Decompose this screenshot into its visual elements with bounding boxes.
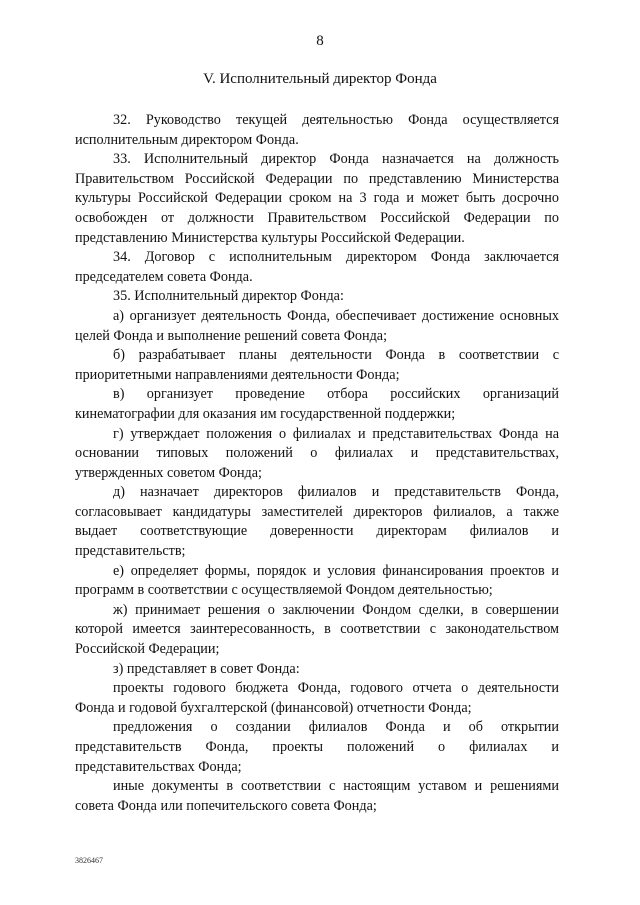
list-item-b: б) разрабатывает планы деятельности Фонда в соответствии с приоритетными направлениями деятельности Фонда; bbox=[75, 347, 559, 383]
list-item-zh: ж) принимает решения о заключении Фондом сделки, в совершении которой имеется заинтересованность, в соответствии с законодательством Российской Федерации; bbox=[75, 601, 559, 658]
paragraph-33: 33. Исполнительный директор Фонда назначается на должность Правительством Российской Федерации по представлению Министерства культуры Российской Федерации сроком на 3 года и может быть досрочно освобожден от должности Правительством Российской Федерации по представлению Министерства культуры Российской Федерации. bbox=[75, 151, 559, 246]
sub-item-budget: проекты годового бюджета Фонда, годового отчета о деятельности Фонда и годовой бухгалтерской (финансовой) отчетности Фонда; bbox=[75, 680, 559, 716]
paragraph-32: 32. Руководство текущей деятельностью Фонда осуществляется исполнительным директором Фонда. bbox=[75, 112, 559, 148]
paragraph-34: 34. Договор с исполнительным директором Фонда заключается председателем совета Фонда. bbox=[75, 249, 559, 285]
paragraph-35: 35. Исполнительный директор Фонда: bbox=[113, 288, 344, 305]
section-title: V. Исполнительный директор Фонда bbox=[203, 71, 437, 87]
page-number: 8 bbox=[316, 33, 324, 49]
list-item-g: г) утверждает положения о филиалах и представительствах Фонда на основании типовых положений о филиалах и представительствах, утвержденных советом Фонда; bbox=[75, 425, 559, 481]
list-item-v: в) организует проведение отбора российских организаций кинематографии для оказания им государственной поддержки; bbox=[75, 386, 559, 422]
list-item-z: з) представляет в совет Фонда: bbox=[113, 660, 300, 677]
list-item-e: е) определяет формы, порядок и условия финансирования проектов и программ в соответствии с осуществляемой Фондом деятельностью; bbox=[75, 562, 559, 599]
sub-item-other-documents: иные документы в соответствии с настоящим уставом и решениями совета Фонда или попечительского совета Фонда; bbox=[75, 778, 559, 814]
document-id: 3826467 bbox=[75, 856, 103, 865]
list-item-a: а) организует деятельность Фонда, обеспечивает достижение основных целей Фонда и выполнение решений совета Фонда; bbox=[75, 307, 559, 344]
document-body bbox=[75, 111, 559, 816]
list-item-d: д) назначает директоров филиалов и представительств Фонда, согласовывает кандидатуры заместителей директоров филиалов, а также выдает соответствующие доверенности директорам филиалов и представительств; bbox=[75, 484, 559, 560]
sub-item-branches: предложения о создании филиалов Фонда и об открытии представительств Фонда, проекты положений о филиалах и представительствах Фонда; bbox=[75, 719, 559, 775]
